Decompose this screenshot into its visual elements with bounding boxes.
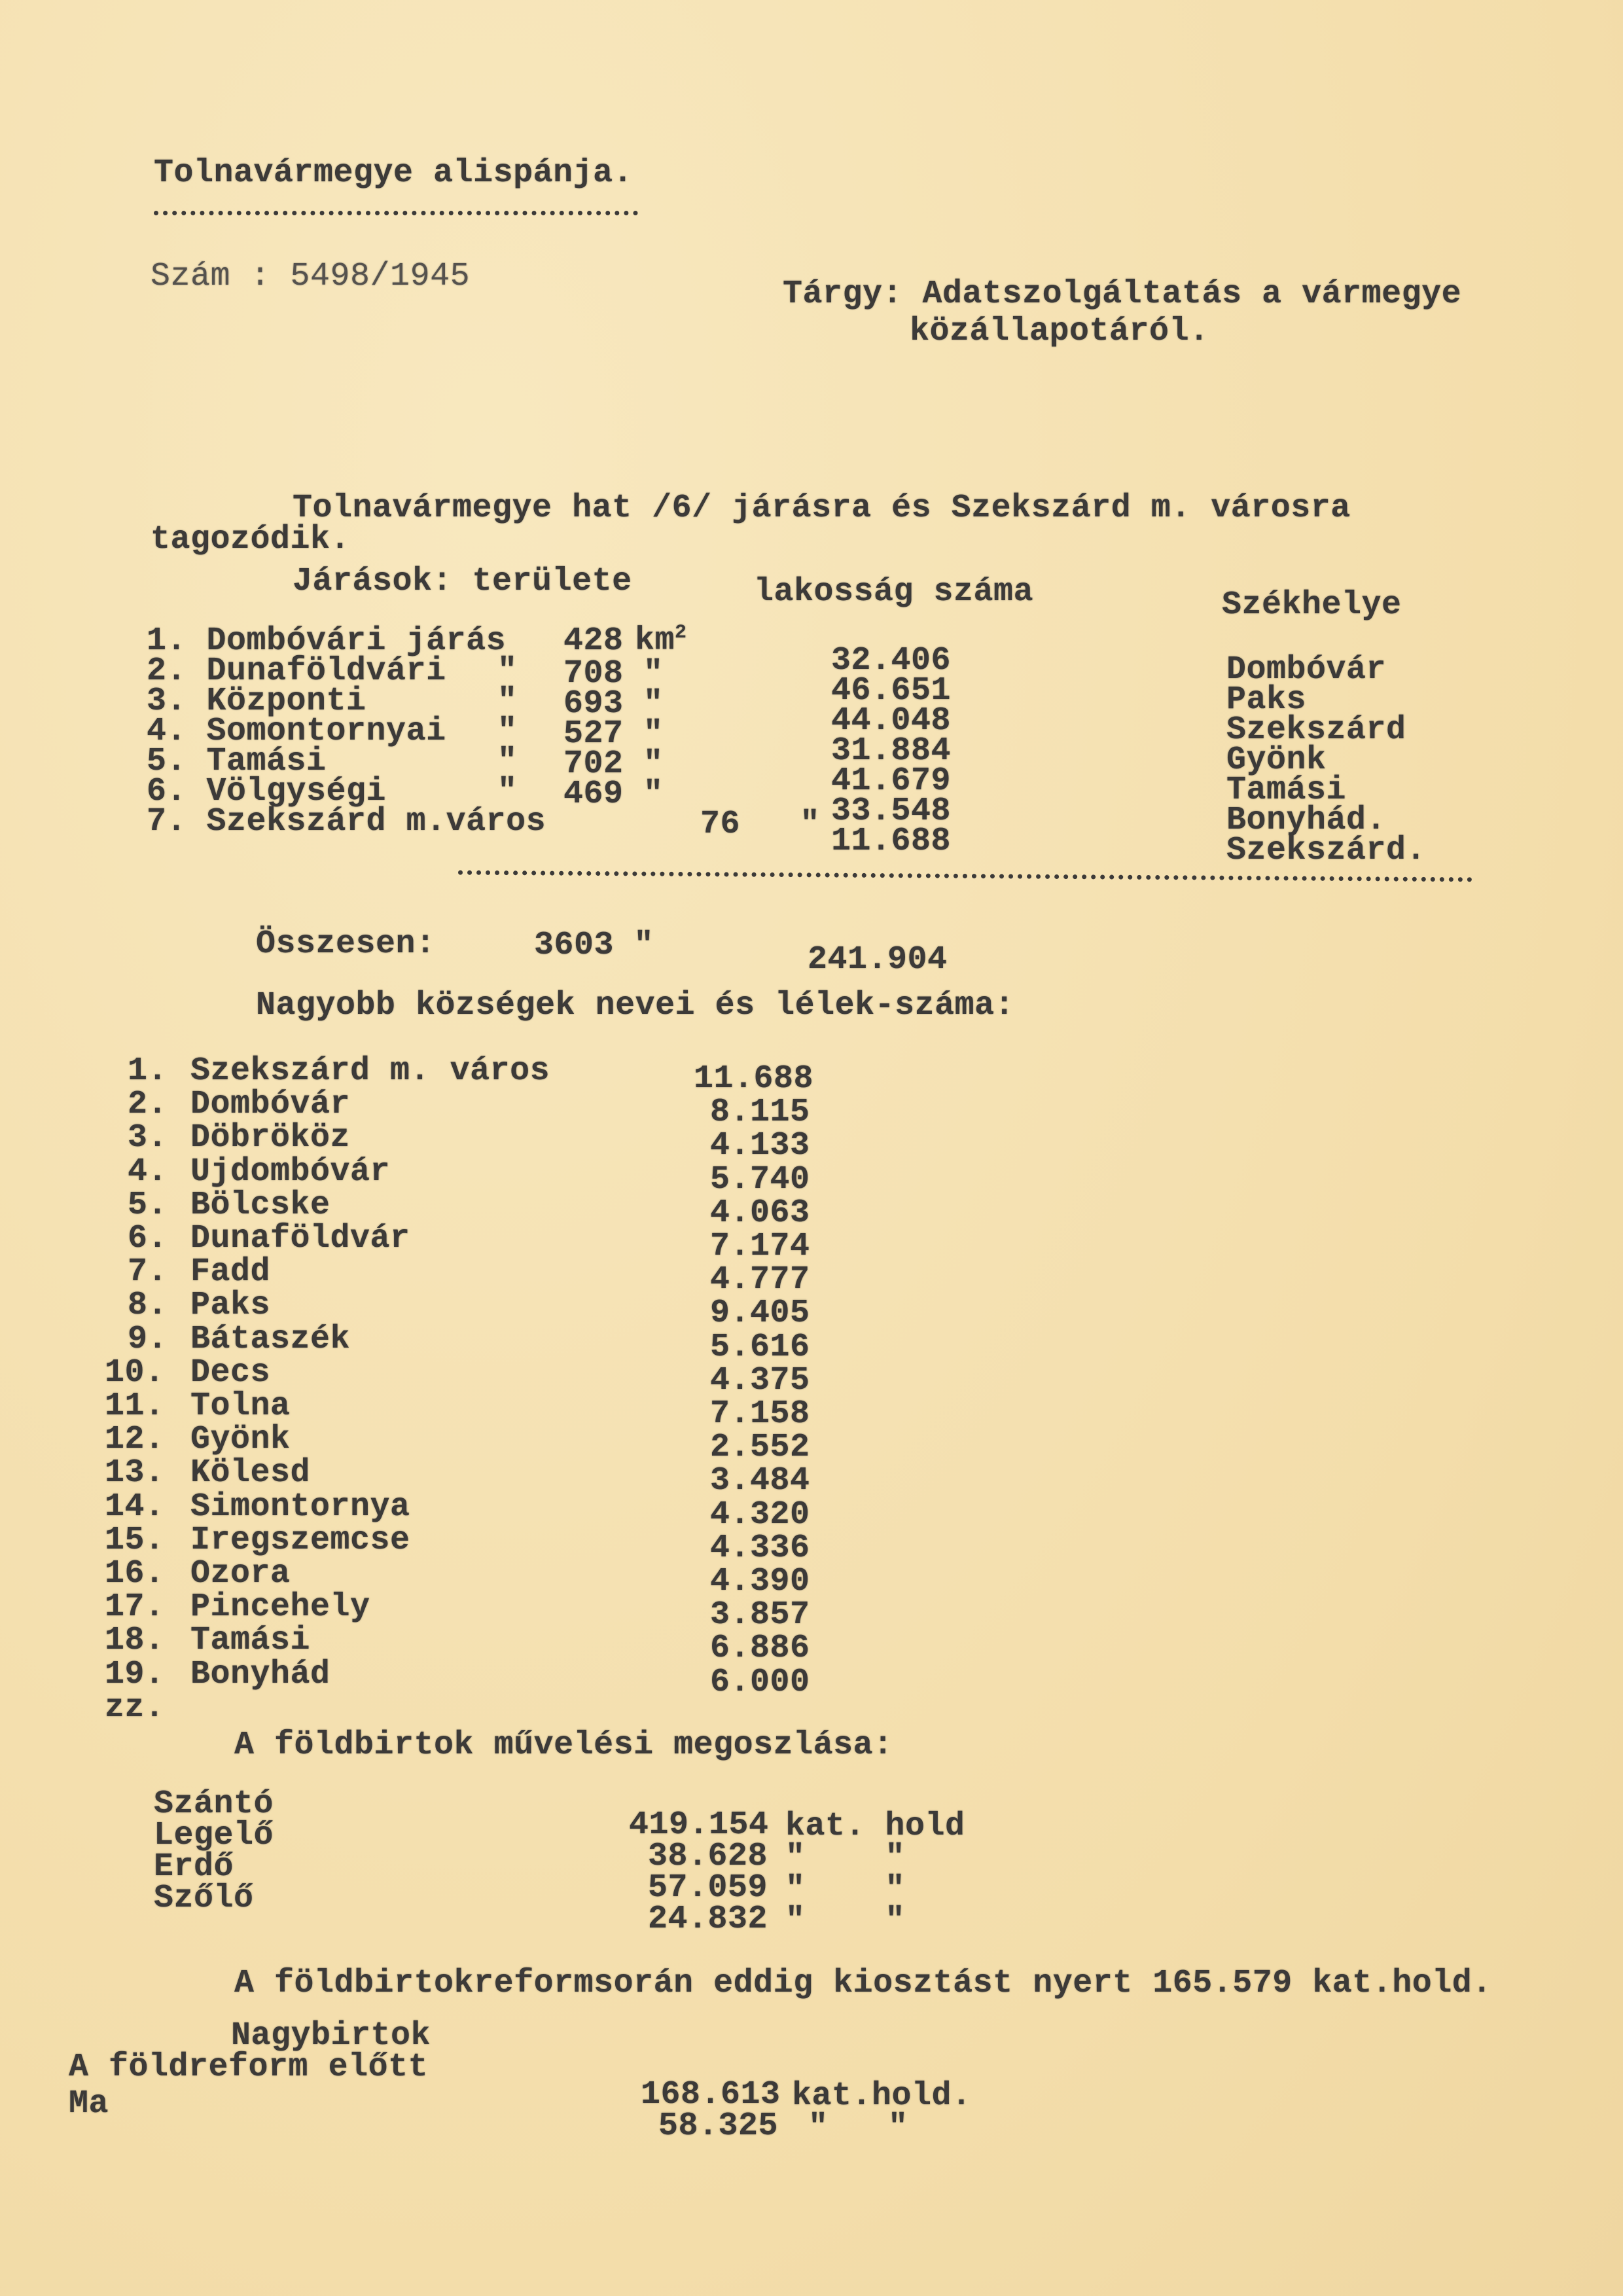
village-population: 3.484	[710, 1462, 810, 1500]
village-population: 4.390	[710, 1563, 810, 1600]
village-name: Kölesd	[190, 1454, 311, 1492]
district-ditto: "	[497, 773, 518, 810]
village-name: Fadd	[190, 1253, 271, 1291]
village-population: 7.174	[710, 1228, 810, 1265]
land-use-value: 38.628	[648, 1838, 768, 1875]
total-area: 3603 "	[534, 927, 654, 964]
subject-line-2: közállapotáról.	[910, 313, 1209, 350]
village-name: Pincehely	[190, 1588, 370, 1626]
village-number: 4.	[128, 1153, 168, 1191]
district-name: 4. Somontornyai	[147, 713, 446, 750]
village-name: Ozora	[190, 1555, 291, 1592]
authority-heading: Tolnavármegye alispánja.	[154, 154, 633, 192]
land-use-title: A földbirtok művelési megoszlása:	[234, 1727, 893, 1764]
village-number: 7.	[128, 1253, 168, 1291]
village-number: 14.	[105, 1488, 165, 1526]
village-population: 5.740	[710, 1160, 810, 1198]
village-name: Bátaszék	[190, 1320, 351, 1358]
estate-label: Nagybirtok	[231, 2017, 431, 2054]
village-name: Bonyhád	[190, 1655, 330, 1693]
district-seat: Szekszárd.	[1226, 832, 1427, 869]
before-reform-unit: kat.hold.	[792, 2077, 972, 2115]
land-use-label: Szőlő	[154, 1880, 254, 1917]
village-number: 2.	[128, 1086, 168, 1124]
land-use-value: 419.154	[629, 1806, 769, 1844]
village-population: 3.857	[710, 1596, 810, 1634]
district-area: 76 "	[700, 806, 821, 843]
district-population: 11.688	[831, 823, 952, 860]
subject-line-1: Tárgy: Adatszolgáltatás a vármegye	[783, 276, 1462, 313]
area-unit	[635, 623, 687, 658]
district-population: 41.679	[831, 762, 952, 800]
district-seat: Bonyhád.	[1226, 802, 1387, 839]
districts-header-seat: Székhelye	[1222, 586, 1402, 624]
village-name: Dunaföldvár	[190, 1220, 410, 1257]
districts-header-name-area: Járások: területe	[293, 563, 632, 600]
total-label: Összesen:	[256, 925, 436, 963]
now-unit: " "	[808, 2109, 908, 2146]
district-population: 31.884	[831, 732, 952, 770]
district-area: 693 "	[563, 685, 664, 723]
village-population: 8.115	[710, 1094, 810, 1132]
village-number: 3.	[128, 1119, 168, 1157]
district-seat: Tamási	[1226, 772, 1347, 809]
land-use-value: 57.059	[648, 1869, 768, 1907]
village-name: Decs	[190, 1354, 271, 1391]
district-ditto: "	[497, 683, 518, 720]
village-name: Gyönk	[190, 1421, 291, 1459]
district-ditto: "	[497, 713, 518, 750]
village-name: Ujdombóvár	[190, 1153, 391, 1191]
village-number: 12.	[105, 1421, 165, 1459]
village-population: 4.063	[710, 1194, 810, 1232]
before-reform-label: A földreform előtt	[69, 2049, 429, 2086]
district-name: 1. Dombóvári járás	[147, 622, 507, 660]
district-area: 469 "	[563, 776, 664, 813]
land-use-unit: " "	[785, 1871, 906, 1908]
district-area: 702 "	[563, 745, 664, 783]
village-name: Szekszárd m. város	[190, 1052, 550, 1090]
village-number: 11.	[105, 1388, 165, 1425]
land-use-unit: " "	[785, 1839, 906, 1876]
village-name: Tolna	[190, 1388, 291, 1425]
land-use-label: Legelő	[154, 1817, 274, 1854]
district-name: 6. Völgységi	[147, 773, 387, 810]
village-population: 4.336	[710, 1529, 810, 1567]
village-population: 6.886	[710, 1630, 810, 1668]
land-use-unit: kat. hold	[785, 1808, 965, 1845]
district-population: 32.406	[831, 642, 952, 679]
before-reform-value: 168.613	[641, 2076, 781, 2113]
district-seat: Gyönk	[1226, 742, 1327, 779]
district-area: 527 "	[563, 715, 664, 753]
village-population: 4.320	[710, 1496, 810, 1534]
area-unit-exponent: 2	[675, 622, 687, 644]
district-population: 46.651	[831, 672, 952, 709]
village-population: 4.375	[710, 1361, 810, 1399]
district-name: 5. Tamási	[147, 743, 327, 780]
village-number: 9.	[128, 1320, 168, 1358]
heading-underline	[154, 211, 638, 215]
villages-title: Nagyobb községek nevei és lélek-száma:	[256, 987, 1015, 1024]
village-name: Bölcske	[190, 1186, 330, 1224]
total-population: 241.904	[808, 941, 948, 978]
village-number: 10.	[105, 1354, 165, 1391]
district-seat: Szekszárd	[1226, 711, 1406, 749]
land-use-value: 24.832	[648, 1901, 768, 1938]
village-number: 18.	[105, 1622, 165, 1660]
village-population: 2.552	[710, 1429, 810, 1467]
village-number: 19.	[105, 1655, 165, 1693]
now-value: 58.325	[658, 2108, 779, 2145]
district-seat: Dombóvár	[1226, 651, 1387, 689]
district-ditto: "	[497, 653, 518, 690]
village-population: 4.133	[710, 1127, 810, 1165]
village-number: 1.	[128, 1052, 168, 1090]
district-population: 33.548	[831, 793, 952, 830]
village-number: 16.	[105, 1555, 165, 1592]
now-label: Ma	[69, 2085, 109, 2123]
village-name: Tamási	[190, 1622, 311, 1660]
village-number: 6.	[128, 1220, 168, 1257]
intro-line-2: tagozódik.	[151, 521, 351, 558]
total-separator	[458, 870, 1472, 882]
village-number: 8.	[128, 1287, 168, 1325]
land-use-unit: " "	[785, 1902, 906, 1939]
village-name: Iregszemcse	[190, 1521, 410, 1559]
intro-line-1: Tolnavármegye hat /6/ járásra és Szekszárd m. városra	[293, 490, 1351, 527]
land-use-label: Szántó	[154, 1785, 274, 1823]
village-name: Dombóvár	[190, 1086, 351, 1124]
village-population: 11.688	[694, 1060, 814, 1098]
district-name: 3. Központi	[147, 683, 366, 720]
village-population: 4.777	[710, 1261, 810, 1299]
village-name: Simontornya	[190, 1488, 410, 1526]
document-number: Szám : 5498/1945	[151, 258, 471, 295]
district-seat: Paks	[1226, 681, 1307, 719]
village-number: 13.	[105, 1454, 165, 1492]
village-number: 15.	[105, 1521, 165, 1559]
district-name: 7. Szekszárd m.város	[147, 803, 546, 840]
reform-sentence: A földbirtokreformsorán eddig kiosztást nyert 165.579 kat.hold.	[234, 1965, 1492, 2002]
village-number: 17.	[105, 1588, 165, 1626]
districts-header-population: lakosság száma	[754, 573, 1034, 611]
village-name: Döbrököz	[190, 1119, 351, 1157]
district-name: 2. Dunaföldvári	[147, 653, 446, 690]
village-population: 7.158	[710, 1395, 810, 1433]
village-population: 5.616	[710, 1328, 810, 1366]
village-population: 6.000	[710, 1663, 810, 1701]
district-area: 708 "	[563, 655, 664, 692]
village-number: 5.	[128, 1186, 168, 1224]
district-population: 44.048	[831, 702, 952, 740]
district-area: 428	[563, 622, 624, 660]
district-ditto: "	[497, 743, 518, 780]
village-name: Paks	[190, 1287, 271, 1325]
village-number: zz.	[105, 1689, 165, 1727]
area-unit-text: km	[635, 622, 675, 660]
land-use-label: Erdő	[154, 1848, 234, 1886]
village-population: 9.405	[710, 1295, 810, 1333]
